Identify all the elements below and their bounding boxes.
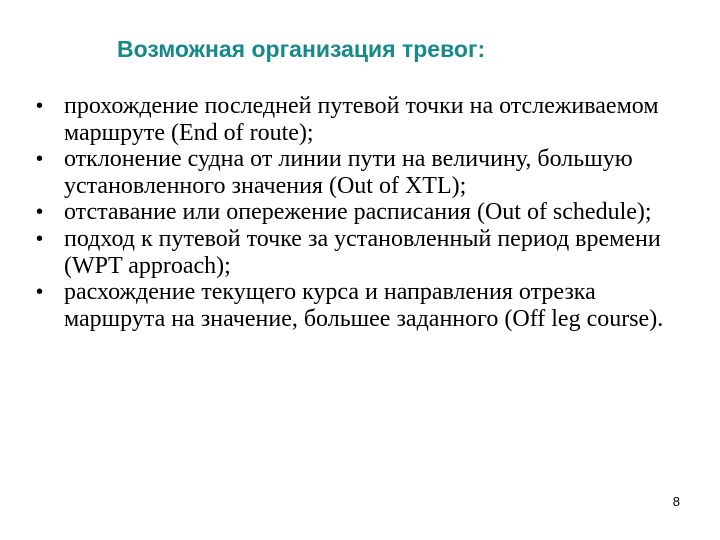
list-item-text: отклонение судна от линии пути на величину, большую установленного значения (Out of XTL);: [64, 146, 633, 199]
list-item: [36, 279, 696, 332]
bullet-icon: •: [36, 95, 44, 117]
list-item-text: подход к путевой точке за установленный период времени (WPT approach);: [64, 225, 661, 279]
bullet-icon: •: [36, 227, 44, 250]
list-item: [36, 226, 696, 279]
list-item-text: отставание или опережение расписания (Out of schedule);: [64, 199, 652, 226]
list-item: [36, 93, 696, 146]
list-item-text: прохождение последней путевой точки на отслеживаемом маршруте (End of route);: [64, 93, 659, 146]
list-item-text: расхождение текущего курса и направления отрезка маршрута на значение, большее заданного (Off leg course).: [64, 279, 664, 332]
slide-title: Возможная организация тревог:: [117, 36, 486, 62]
bullet-icon: •: [36, 281, 44, 304]
list-item: [36, 146, 696, 199]
list-item: [36, 199, 696, 226]
page-number: 8: [672, 494, 680, 509]
bullet-list: [36, 93, 696, 332]
bullet-icon: •: [36, 201, 44, 224]
bullet-icon: •: [36, 148, 44, 171]
